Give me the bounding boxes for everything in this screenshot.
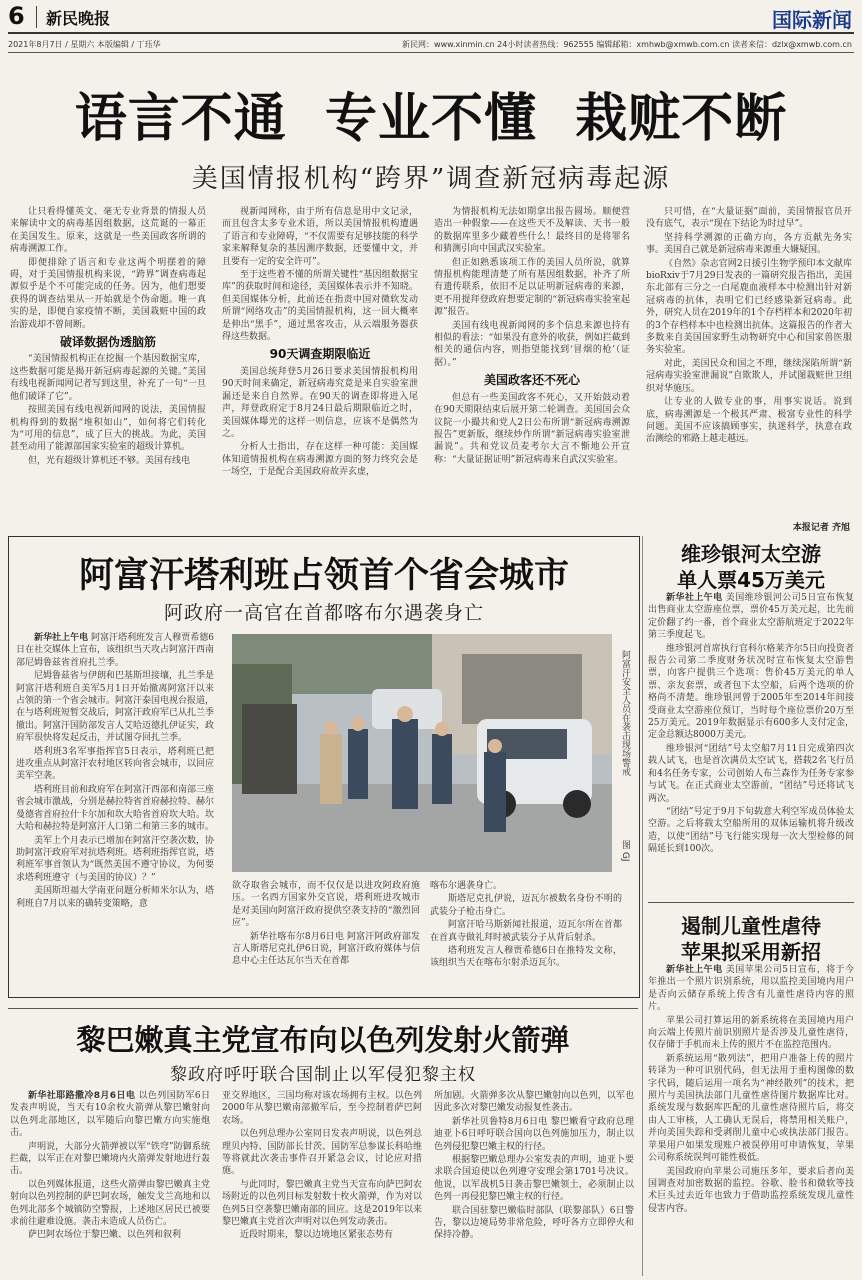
side2-body (648, 964, 854, 1276)
paragraph-text: 阿富汗塔利班发言人穆贾希德6日在社交媒体上宣布，该组织当天攻占阿富汗西南部尼姆鲁兹省首府扎兰季。 (16, 633, 214, 668)
paragraph: 视新闻网称，由于所有信息是用中文记录，而且包含太多专业术语，所以美国情报机构遭遇了语言和专业障碍，“不仅需要有足够技能的科学家来解释复杂的基因测序数据，还要懂中文，并且要有一定的安全许可”。 (222, 207, 418, 267)
sidebar-divider (642, 536, 643, 1276)
story3-col1 (10, 1090, 210, 1276)
paragraph: 美国斯坦福大学南亚问题分析师米尔认为，塔利班自7月以来的确转变策略，意 (16, 886, 214, 909)
paragraph: 让只看得懂英文、毫无专业背景的情报人员来解读中文的病毒基因组数据，这荒诞的一幕正在美国发生。原来，这就是一些美国政客所谓的病毒溯源工作。 (10, 207, 206, 255)
story3-col3 (434, 1090, 634, 1276)
paragraph: 以色列媒体报道，这些火箭弹由黎巴嫩真主党射向以色列控制的萨巴阿农场，触发戈兰高地和以色列北部多个城镇防空警报，上述地区居民已被要求前往避难设施。袭击未造成人员伤亡。 (10, 1179, 210, 1228)
news-photo (232, 634, 612, 872)
side2-headline-line1: 遏制儿童性虐待 (681, 914, 821, 938)
paragraph: 美国有线电视新闻网的多个信息来源也持有相似的看法：“如果没有意外的收获，例如拦截到相关的通信内容，则指望能找到‘冒烟的枪’（证据）。” (434, 320, 630, 368)
paragraph: 新华社贝鲁特8月6日电 黎巴嫩看守政府总理迪亚卜6日呼吁联合国向以色列施加压力，制止以色列侵犯黎巴嫩主权的行径。 (434, 1116, 634, 1152)
paragraph (648, 592, 854, 642)
photo-credit: 图 GJ (620, 840, 630, 862)
paragraph (16, 632, 214, 669)
story2-subheadline: 阿政府一高官在首都喀布尔遇袭身亡 (163, 602, 484, 624)
paragraph: 但正如熟悉该项工作的美国人员所说，就算情报机构能理清楚了所有基因组数据，补齐了所有遗传联系，依旧不足以证明新冠病毒的来源，更不用提拜登政府想要定制的“新冠病毒实验室起源”报告。 (434, 257, 630, 318)
side2-lead: 新华社上午电 (666, 965, 723, 975)
photo-caption: 阿富汗安全人员在袭击现场警戒 (620, 650, 630, 776)
paragraph: 苹果公司打算运用的新系统将在美国境内用户向云端上传照片前识别照片是否涉及儿童性虐待，仅存储于手机而未上传的照片不在监控范围内。 (648, 1015, 854, 1051)
paragraph: 美国总统拜登5月26日要求美国情报机构用90天时间来确定，新冠病毒究竟是来自实验室泄漏还是来自自然界。在90天的调查即将进入尾声，拜登政府定于8月24日最后期限临近之时，美国媒体曝光的这样一则信息，应该不是偶然为之。 (222, 366, 418, 439)
photo-illustration (232, 634, 612, 872)
story3-rule (8, 1008, 638, 1009)
paragraph: 塔利班3名军事指挥官5日表示，塔利班已把进攻重点从阿富汗农村地区转向省会城市，以回应美军空袭。 (16, 746, 214, 782)
paragraph: 维珍银河“团结”号太空船7月11日完成第四次载人试飞，也是首次满员太空试飞，搭载2名飞行员和4名任务专家，公司创始人布兰森作为任务专家参与试飞。在正式商业太空游前，“团结”号还将试飞两次。 (648, 743, 854, 804)
paragraph (648, 964, 854, 1014)
story2-col3 (430, 880, 622, 990)
paragraph: 但，光有超级计算机还不够。美国有线电 (28, 455, 191, 466)
paragraph: 萨巴阿农场位于黎巴嫩、以色列和叙利 (28, 1230, 182, 1241)
paragraph: 但总有一些美国政客不死心，又开始鼓动着在90天期限结束后展开第二轮调查。美国国会众议院一小撮共和党人2日公布所谓“新冠病毒溯源报告”更新版，继续炒作所谓“新冠病毒实验室泄漏说”。共和党议员麦考尔大言不惭地公开宣称：“大量证据证明”新冠病毒来自武汉实验室。 (434, 392, 630, 465)
paper-name: 新民晚报 (46, 9, 111, 28)
paragraph: “团结”号定于9月下旬载意大利空军成员体验太空游。之后将载太空船所用的双体运输机将升级改造，以使“团结”号飞行能实现每一次大型检修的间隔延长到100次。 (648, 806, 854, 855)
contact-line: 新民网：www.xinmin.cn 24小时读者热线：962555 编辑邮箱：xmhwb@xmwb.com.cn 读者来信：dzlx@xmwb.com.cn (402, 40, 852, 49)
date-line: 2021年8月7日 / 星期六 本版编辑 / 丁珏华 (8, 40, 161, 49)
side1-headline-line1: 维珍银河太空游 (681, 542, 821, 566)
paragraph: 坚持科学溯源的正确方向，各方贡献先务实事。美国自己就是新冠病毒来源重大嫌疑国。 (646, 232, 852, 256)
story1-col3 (434, 206, 630, 531)
paragraph: 《自然》杂志官网2日援引生物学预印本文献库bioRxiv于7月29日发表的一篇研究报告指出，美国东北部有三分之一白尾鹿血液样本中检测出针对新冠病毒的抗体，表明它们已经感染新冠病毒。此外，研究人员在2019年的1个存档样本和2020年初的3个存档样本中也检测出抗体。这篇报告的作者大多数来自美国国家野生动物研究中心和国家兽医服务实验室。 (646, 258, 852, 356)
side1-body (648, 592, 854, 897)
paragraph: 塔利班发言人穆贾希德6日在推特发文称，该组织当天在喀布尔射杀迈瓦尔。 (430, 946, 622, 969)
paragraph: 所加剧。火箭弹多次从黎巴嫩射向以色列，以军也因此多次对黎巴嫩发动报复性袭击。 (434, 1091, 634, 1114)
paragraph: 新华社喀布尔8月6日电 阿富汗阿政府部发言人斯塔尼克扎伊6日说，阿富汗政府媒体与信息中心主任达瓦尔当天在首都 (232, 931, 420, 967)
paragraph: 新系统运用“散列法”，把用户准备上传的照片转译为一种可识别代码，但无法用于重构图像的数字代码，随后运用一项名为“神经散列”的技术，把照片与美国执法部门儿童性虐待图片数据库比对。系统发现与数据库匹配的儿童性虐待照片后，将交由人工审核，人工确认无误后，将禁用相关账户，并向美国失踪和受剥削儿童中心或执法部门报告。苹果用户如果发现账户被误停用可申请恢复，苹果公司称系统误判可能性极低。 (648, 1053, 854, 1164)
masthead-rule (8, 32, 854, 34)
paragraph: 让专业的人做专业的事，用事实说话。说到底，病毒溯源是一个极其严肃、极富专业性的科学问题。美国不应该搞顾事实，执迷科学，执意在政治测绘的邪路上越走越远。 (646, 397, 852, 445)
story1-col1 (10, 206, 206, 531)
paragraph: 斯塔尼克扎伊说，迈瓦尔被数名身份不明的武装分子枪击身亡。 (430, 894, 622, 917)
paragraph: 分析人士指出，存在这样一种可能：美国媒体知道情报机构在病毒溯源方面的努力终究会是一场空，于是配合美国政府故弄玄虚， (222, 442, 418, 478)
story3-lead: 新华社耶路撒冷8月6日电 (28, 1091, 136, 1101)
paragraph: 近段时期来，黎以边境地区紧张态势有 (240, 1230, 394, 1241)
section-title: 国际新闻 (772, 8, 852, 32)
page-number: 6 (8, 2, 25, 30)
story3-col2 (222, 1090, 422, 1276)
paragraph: 为情报机构无法如期拿出报告圆场。顺便营造出一种假象——在这些天不及解读、天书一般的数据库里多少藏着些什么！最终目的是将罪名和猜测引向中国武汉实验室。 (434, 207, 630, 255)
paragraph: “美国情报机构正在挖掘一个基因数据宝库，这些数据可能是揭开新冠病毒起源的关键。”美国有线电视新闻网记者写到这里，补充了一句“一旦他们破译了它”。 (10, 354, 206, 402)
story2-headline: 阿富汗塔利班占领首个省会城市 (78, 556, 569, 596)
story1-col4 (646, 206, 852, 518)
story1-subhead-2: 90天调查期限临近 (269, 347, 371, 362)
paragraph: 亚交界地区，三国均称对该农场拥有主权。以色列2000年从黎巴嫩南部撤军后，至今控制着萨巴阿农场。 (222, 1091, 422, 1126)
paragraph-text: 以色列国防军6日发表声明说，当天有10余枚火箭弹从黎巴嫩射向以色列北部地区，以军随后向黎巴嫩方向实施炮击。 (10, 1091, 210, 1139)
side2-headline-line2: 苹果拟采用新招 (681, 940, 821, 964)
paragraph (10, 1090, 210, 1140)
side1-lead: 新华社上午电 (666, 593, 723, 603)
paragraph: 即便排除了语言和专业这两个明摆着的障碍，对于美国情报机构来说，“跨界”调查病毒起源似乎是个不可能完成的任务。因为，他们想要获得的调查结果从一开始就是个伪命题。唯一真实的是，即便自家疫情不断，美国栽赃中国的政治游戏却不曾间断。 (10, 257, 206, 330)
side1-headline-line2: 单人票45万美元 (677, 568, 825, 592)
paragraph: 美国政府向苹果公司施压多年，要求后者向美国调查对加密数据的监控。谷歌、脸书和微软等技术巨头过去近年也致力于借助监控系统发现儿童性侵害内容。 (648, 1166, 854, 1214)
paragraph: 只可惜，在“大量证据”面前，美国情报官员开没有底气，表示“现在下结论为时过早”。 (646, 207, 852, 230)
paragraph: 美军上个月表示已增加在阿富汗空袭次数，协助阿富汗政府军对抗塔利班。塔利班指挥官说，塔利班军事首领认为“既然美国不遵守协议，为何要求塔利班遵守（与美国的协议）？” (16, 835, 214, 883)
paragraph: 尼姆鲁兹省与伊朗和巴基斯坦接壤，扎兰季是阿富汗塔利班自美军5月1日开始撤离阿富汗以来占领的第一个省会城市。阿富汗泰国电视台报道，在与塔利班短暂交战后，阿富汗政府军已从扎兰季撤出。阿富汗国防部发言人艾哈迈德扎伊证实，政府军很快将发起反击，并试图夺回扎兰季。 (16, 671, 214, 744)
paragraph: 对此，美国民众和国之不理，继续深陷所谓“新冠病毒实验室泄漏说”自欺欺人，并试图栽赃世卫组织对华施压。 (646, 358, 852, 394)
story2-col1 (16, 632, 214, 988)
paragraph: 至于这些着不懂的所谓关键性“基因组数据宝库”的获取时间和途径，美国媒体表示并不知晓。但美国媒体分析，此前还在指责中国对微软发动所谓“网络攻击”的美国情报机构，这一回大概率是伸出“黑手”，通过黑客攻击，从云端服务器获得这些数据。 (222, 270, 418, 343)
story1-subheadline: 美国情报机构“跨界”调查新冠病毒起源 (191, 164, 671, 194)
paragraph-text: 美国苹果公司5日宣布，将于今年推出一个照片识别系统，用以监控美国境内用户是否向云储存系统上传含有儿童性虐待内容的照片。 (648, 965, 854, 1013)
story3-headline: 黎巴嫩真主党宣布向以色列发射火箭弹 (76, 1023, 570, 1057)
paragraph: 维珍银河首席执行官科尔格莱齐尔5日向投资者报告公司第二季度财务状况时宣布恢复太空游售票，向客户提供三个选项：售价45万美元的单人票、亲友套票，或者包下太空船，后两个选项的价格尚不清楚。维珍银河曾于2005年至2014年间接受商业太空游座位预订，当时每个座位票价20万至25万美元。2019年数据显示有600多人支付定金，定金总额达8000万美元。 (648, 643, 854, 741)
paragraph: 声明说，大部分火箭弹被以军“铁穹”防御系统拦截，以军正在对黎巴嫩境内火箭弹发射地进行轰击。 (10, 1141, 210, 1177)
story1-byline: 本报记者 齐旭 (792, 523, 850, 533)
paragraph: 按照美国有线电视新闻网的说法，美国情报机构得到的数据“堆积如山”，如何将它们转化为“可用的信息”，成了巨大的挑战。为此，美国甚至动用了能源部国家实验室的超级计算机。 (10, 405, 206, 453)
masthead-rule-2 (8, 52, 854, 53)
paragraph: 塔利班目前和政府军在阿富汗西部和南部三座省会城市激战，分别是赫拉特省首府赫拉特、赫尔曼德省首府拉什卡尔加和坎大哈省首府坎大哈。坎大哈和赫拉特是阿富汗人口第二和第三多的城市。 (16, 784, 214, 833)
paragraph: 阿富汗哈马斯新闻社报道，迈瓦尔所在首都在首真寺做礼拜时被武装分子从背后射杀。 (430, 920, 622, 943)
story2-col2 (232, 880, 420, 990)
paragraph: 以色列总理办公室同日发表声明说，以色列总理贝内特、国防部长甘茨、国防军总参谋长科哈维等将就此次袭击事件召开紧急会议，讨论应对措施。 (222, 1129, 422, 1177)
masthead-divider (36, 6, 37, 28)
story3-subheadline: 黎政府呼吁联合国制止以军侵犯黎主权 (170, 1065, 476, 1085)
story1-col2 (222, 206, 418, 531)
side-divider (648, 902, 854, 903)
paragraph: 欲夺取省会城市，而不仅仅是以进攻阿政府施压。一名西方国家外交官说，塔利班进攻城市是对美国向阿富汗政府提供空袭支持的“激烈回应”。 (232, 881, 420, 929)
paragraph: 喀布尔遇袭身亡。 (430, 881, 503, 891)
story2-lead: 新华社上午电 (34, 633, 89, 643)
story1-subhead-1: 破译数据伪透脑筋 (59, 335, 156, 350)
story1-subhead-3: 美国政客还不死心 (483, 373, 580, 388)
paragraph-text: 美国维珍银河公司5日宣布恢复出售商业太空游座位票，票价45万美元起，比先前定价翻了约一番，首个商业太空游航班定于2022年第三季度起飞。 (648, 593, 854, 641)
paragraph: 根据黎巴嫩总理办公室发表的声明，迪亚卜要求联合国迫使以色列遵守安理会第1701号决议。他说，以军战机5日袭击黎巴嫩领土，必须制止以色列一再侵犯黎巴嫩主权的行径。 (434, 1155, 634, 1203)
story1-headline: 语言不通 专业不懂 栽赃不断 (74, 89, 788, 149)
paragraph: 联合国驻黎巴嫩临时部队（联黎部队）6日警告，黎以边境局势非常危险，呼吁各方立即停火和保持冷静。 (434, 1205, 634, 1241)
paragraph: 与此同时，黎巴嫩真主党当天宣布向萨巴阿农场附近的以色列目标发射数十枚火箭弹，作为对以色列5日空袭黎巴嫩南部的回应。这是2019年以来黎巴嫩真主党首次声明对以色列发动袭击。 (222, 1179, 422, 1228)
